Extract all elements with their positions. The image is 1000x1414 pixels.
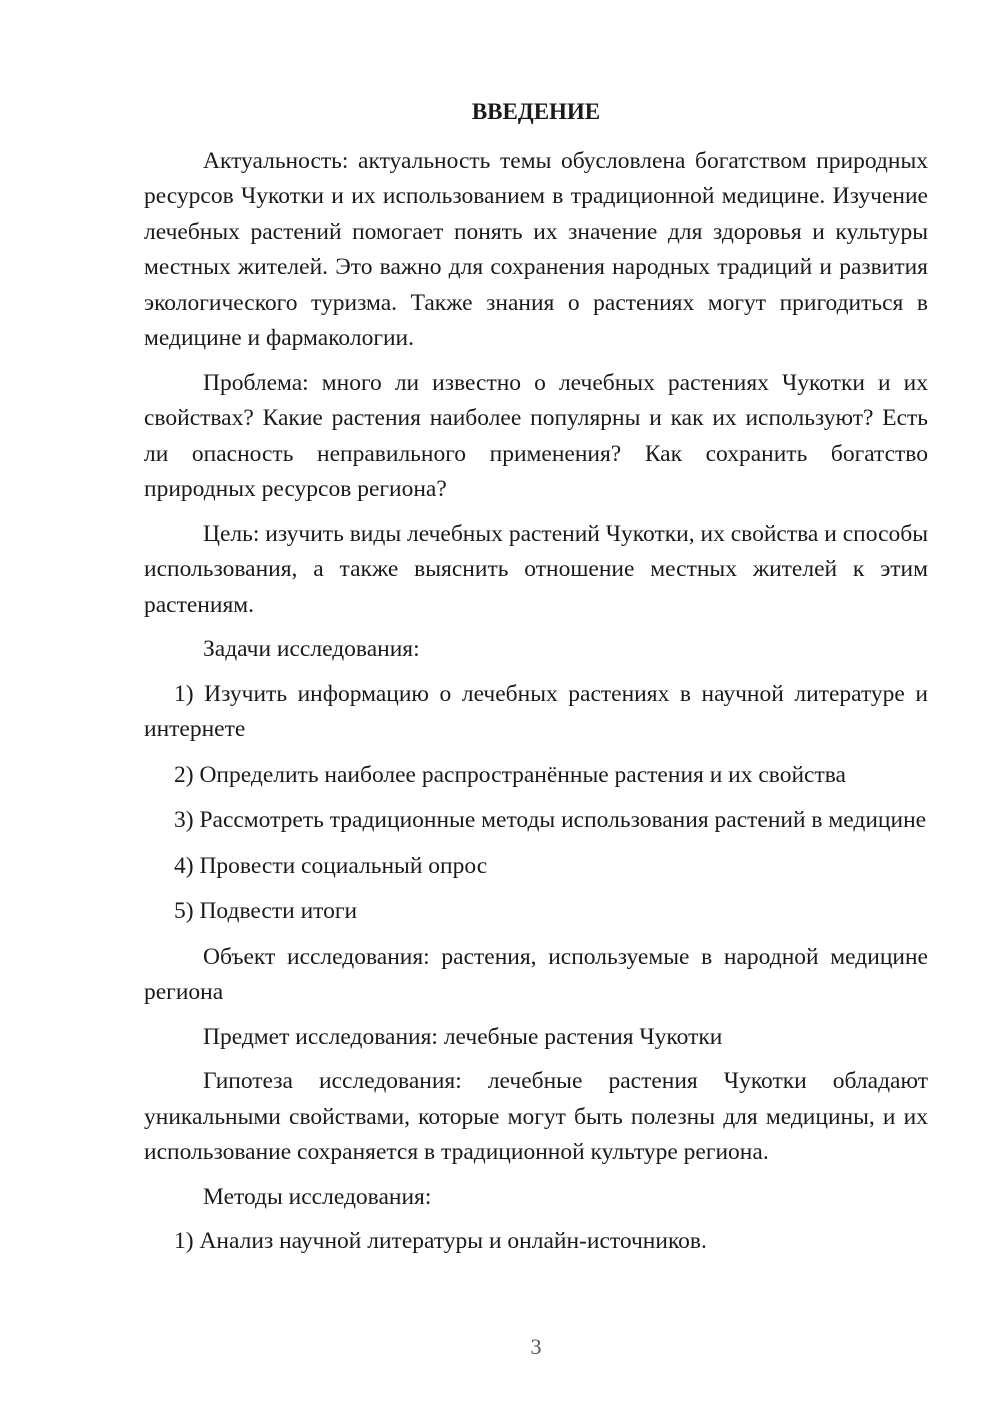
object-paragraph: Объект исследования: растения, используемые в народной медицине региона (144, 943, 928, 1005)
task-item: 4) Провести социальный опрос (174, 852, 488, 879)
method-item: 1) Анализ научной литературы и онлайн-источников. (174, 1228, 707, 1254)
methods-title: Методы исследования: (203, 1183, 432, 1210)
problem-paragraph: Проблема: много ли известно о лечебных растениях Чукотки и их свойствах? Какие растения наиболее популярны и как их используют? Есть ли опасность неправильного применения? Как сохранить богатство природных ресурсов региона? (144, 369, 928, 502)
page-content (144, 94, 928, 1270)
goal-paragraph: Цель: изучить виды лечебных растений Чукотки, их свойства и способы использования, а также выяснить отношение местных жителей к этим растениям. (144, 520, 928, 618)
task-item: 3) Рассмотреть традиционные методы использования растений в медицине (174, 807, 927, 833)
page-number: 3 (530, 1334, 542, 1359)
tasks-title: Задачи исследования: (203, 636, 420, 662)
section-heading: ВВЕДЕНИЕ (471, 99, 601, 124)
task-item: 2) Определить наиболее распространённые растения и их свойства (174, 761, 846, 788)
task-item: 5) Подвести итоги (174, 898, 358, 924)
subject-paragraph: Предмет исследования: лечебные растения Чукотки (203, 1023, 723, 1050)
relevance-paragraph: Актуальность: актуальность темы обусловлена богатством природных ресурсов Чукотки и их использованием в традиционной медицине. Изучение лечебных растений помогает понять их значение для здоровья и культуры местных жителей. Это важно для сохранения народных традиций и развития экологического туризма. Также знания о растениях могут пригодиться в медицине и фармакологии. (144, 147, 928, 351)
task-item: 1) Изучить информацию о лечебных растениях в научной литературе и интернете (144, 680, 928, 742)
hypothesis-paragraph: Гипотеза исследования: лечебные растения Чукотки обладают уникальными свойствами, которые могут быть полезны для медицины, и их использование сохраняется в традиционной культуре региона. (144, 1068, 928, 1165)
